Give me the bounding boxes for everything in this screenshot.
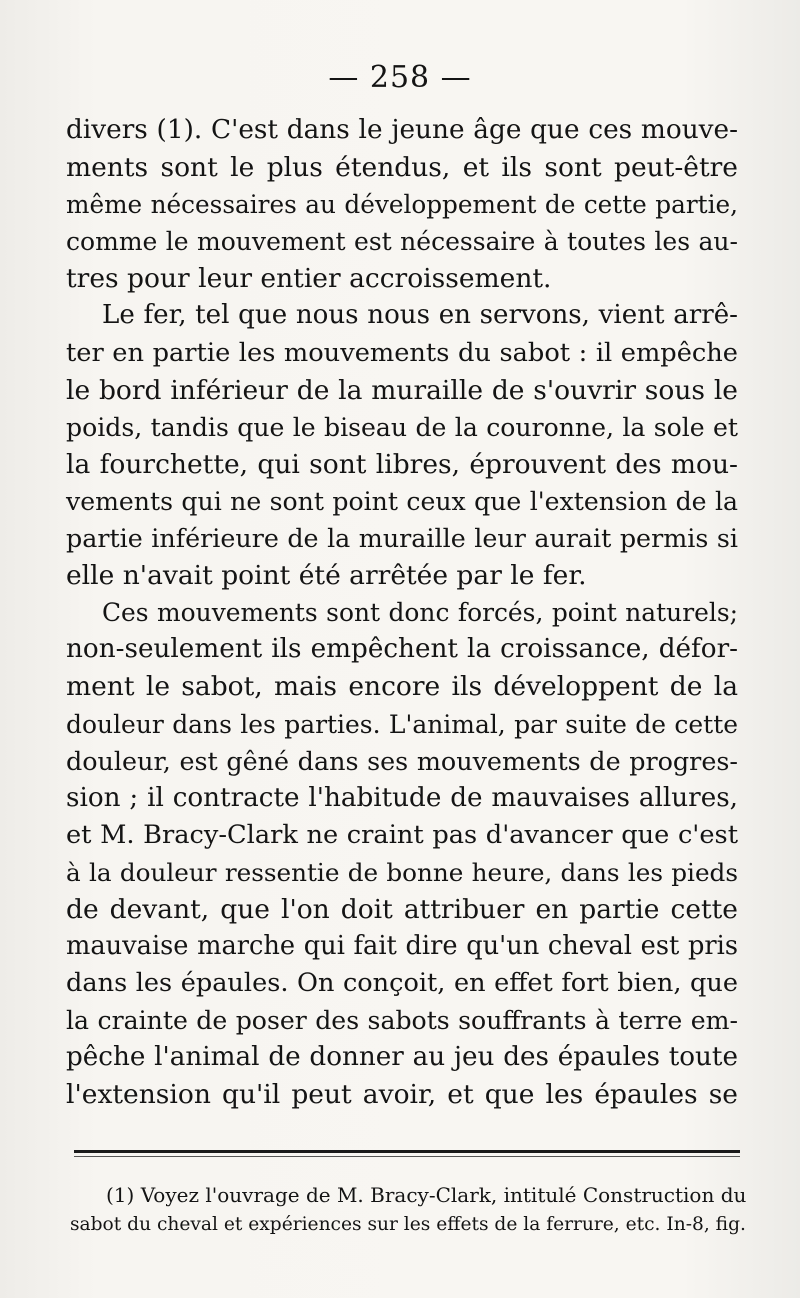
text-line: partie inférieure de la muraille leur aurait permis si	[66, 523, 738, 554]
text-line: l'extension qu'il peut avoir, et que les épaules se	[66, 1079, 738, 1111]
text-line: comme le mouvement est nécessaire à toutes les au-	[66, 227, 738, 257]
text-line: ter en partie les mouvements du sabot : il empêche	[66, 337, 738, 368]
text-line: même nécessaires au développement de cette partie,	[66, 190, 738, 220]
footnote-rule-thin	[74, 1156, 740, 1157]
footnote-line: sabot du cheval et expériences sur les effets de la ferrure, etc. In-8, fig.	[70, 1214, 746, 1235]
text-line: vements qui ne sont point ceux que l'extension de la	[66, 486, 738, 516]
text-line: et M. Bracy-Clark ne craint pas d'avancer que c'est	[66, 819, 738, 850]
text-line: elle n'avait point été arrêtée par le fer.	[66, 560, 587, 592]
text-line: douleur, est gêné dans ses mouvements de progres-	[66, 745, 738, 776]
text-line: non-seulement ils empêchent la croissance, défor-	[66, 634, 738, 665]
text-line: la crainte de poser des sabots souffrants à terre em-	[66, 1006, 738, 1036]
text-line: pêche l'animal de donner au jeu des épaules toute	[66, 1042, 738, 1073]
text-line: ment le sabot, mais encore ils développent de la	[66, 671, 738, 703]
text-line: dans les épaules. On conçoit, en effet fort bien, que	[66, 968, 738, 999]
text-line: douleur dans les parties. L'animal, par suite de cette	[66, 709, 738, 739]
text-line: Ces mouvements sont donc forcés, point naturels;	[102, 598, 738, 628]
text-line: sion ; il contracte l'habitude de mauvaises allures,	[66, 782, 738, 813]
text-line: divers (1). C'est dans le jeune âge que ces mouve-	[66, 115, 738, 145]
footnote-rule	[74, 1150, 740, 1153]
footnote	[70, 1180, 750, 1240]
text-line: mauvaise marche qui fait dire qu'un cheval est pris	[66, 931, 738, 962]
text-line: de devant, que l'on doit attribuer en partie cette	[66, 893, 738, 925]
text-line: Le fer, tel que nous nous en servons, vient arrê-	[102, 300, 738, 331]
text-line: à la douleur ressentie de bonne heure, dans les pieds	[66, 857, 738, 887]
text-line: ments sont le plus étendus, et ils sont peut-être	[66, 152, 738, 184]
body-text	[66, 112, 738, 1114]
footnote-line: (1) Voyez l'ouvrage de M. Bracy-Clark, intitulé Construction du	[106, 1183, 747, 1207]
text-line: le bord inférieur de la muraille de s'ouvrir sous le	[66, 374, 738, 406]
text-line: tres pour leur entier accroissement.	[66, 263, 552, 295]
page-number: — 258 —	[328, 60, 472, 95]
text-line: poids, tandis que le biseau de la couronne, la sole et	[66, 412, 738, 442]
text-line: la fourchette, qui sont libres, éprouvent des mou-	[66, 448, 738, 480]
